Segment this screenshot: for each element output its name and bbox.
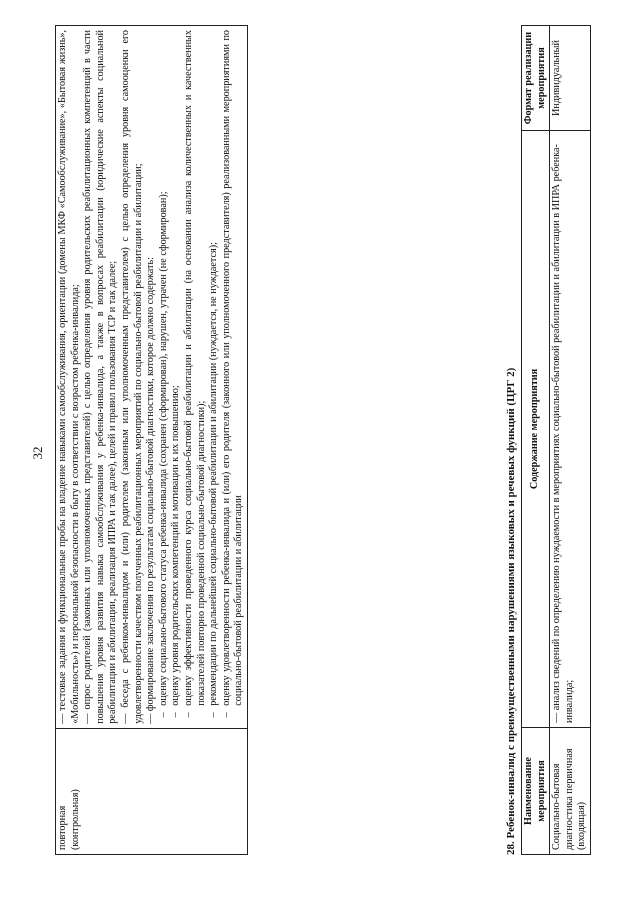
list-marker: – [170, 712, 182, 718]
list-item [158, 30, 171, 724]
rotated-document-page [55, 25, 625, 855]
table-header-row [522, 26, 550, 855]
page-number: 32 [30, 446, 45, 460]
activity-content-cell [56, 26, 248, 729]
list-item [221, 30, 246, 724]
table-row [550, 26, 591, 855]
list-item-text: оценку удовлетворенности ребенка-инвалида и (или) его родителя (законного или уполномоченного представителя) реализованными мероприятиями по социально-бытовой реабилитации и абилитации [220, 30, 245, 706]
activity-name-line: повторная [57, 805, 68, 850]
list-marker: – [182, 712, 194, 718]
column-header: Содержание мероприятия [522, 131, 550, 728]
content-paragraph: — опрос родителей (законных или уполномоченных представителей) с целью определения уровня родительских реабилитационных компетенций в части повышения уровня развития навыка самообслуживания у ребенка-инвалида, а также в вопросах реабилитации (юридические аспекты социальной реабилитации и абилитации, реализация ИПРА и так далее), целей и правил пользования ТСР и так далее; [82, 30, 119, 724]
activity-name-line: (контрольная) [69, 789, 81, 850]
column-header: Наименование мероприятия [522, 728, 550, 855]
table-row [56, 26, 248, 855]
list-item [183, 30, 208, 724]
activities-table-continued [55, 25, 248, 855]
activity-format-cell: Индивидуальный [550, 26, 591, 131]
activity-name-cell [56, 728, 248, 854]
content-paragraph: — тестовые задания и функциональные пробы на владение навыками самообслуживания, ориентации (домены МКФ «Самообслуживание», «Бытовая жизнь», «Мобильность») и персональной безопасности в быту в соответствии с возрастом ребенка-инвалида; [57, 30, 81, 724]
list-item [208, 30, 221, 724]
activities-table-section-28 [521, 25, 591, 855]
list-marker: – [220, 712, 232, 718]
list-marker: – [208, 712, 220, 718]
list-item [170, 30, 183, 724]
list-item-text: оценку уровня родительских компетенций и мотивации к их повышению; [170, 385, 182, 706]
content-paragraph: — беседа с ребенком-инвалидом и (или) родителем (законным или уполномоченным представителем) с целью определения уровня самооценки его удовлетворенности качеством полученных реабилитационных мероприятий по социально-бытовой реабилитации и абилитации; [119, 30, 144, 724]
list-item-text: рекомендации по дальнейшей социально-бытовой реабилитации и абилитации (нуждается, не нуждается); [208, 242, 220, 706]
activity-content-cell: — анализ сведений по определению нуждаемости в мероприятиях социально-бытовой реабилитации и абилитации в ИПРА ребенка-инвалида; [550, 131, 591, 728]
column-header: Формат реализации мероприятия [522, 26, 550, 131]
activity-name-cell: Социально-бытовая диагностика первичная (входящая) [550, 728, 591, 855]
list-item-text: оценку социально-бытового статуса ребенка-инвалида (сохранен (сформирован), нарушен, утрачен (не сформирован); [157, 191, 169, 706]
list-marker: – [157, 712, 169, 718]
content-paragraph: — формирование заключения по результатам социально-бытовой диагностики, которое должно содержать: [145, 257, 157, 724]
section-title: 28. Ребенок-инвалид с преимущественными нарушениями языковых и речевых функций (ЦРГ 2) [505, 367, 517, 855]
list-item-text: оценку эффективности проведенного курса социально-бытовой реабилитации и абилитации (на основании анализа количественных и качественных показателей повторно проведенной социально-бытовой диагностики); [182, 30, 207, 706]
